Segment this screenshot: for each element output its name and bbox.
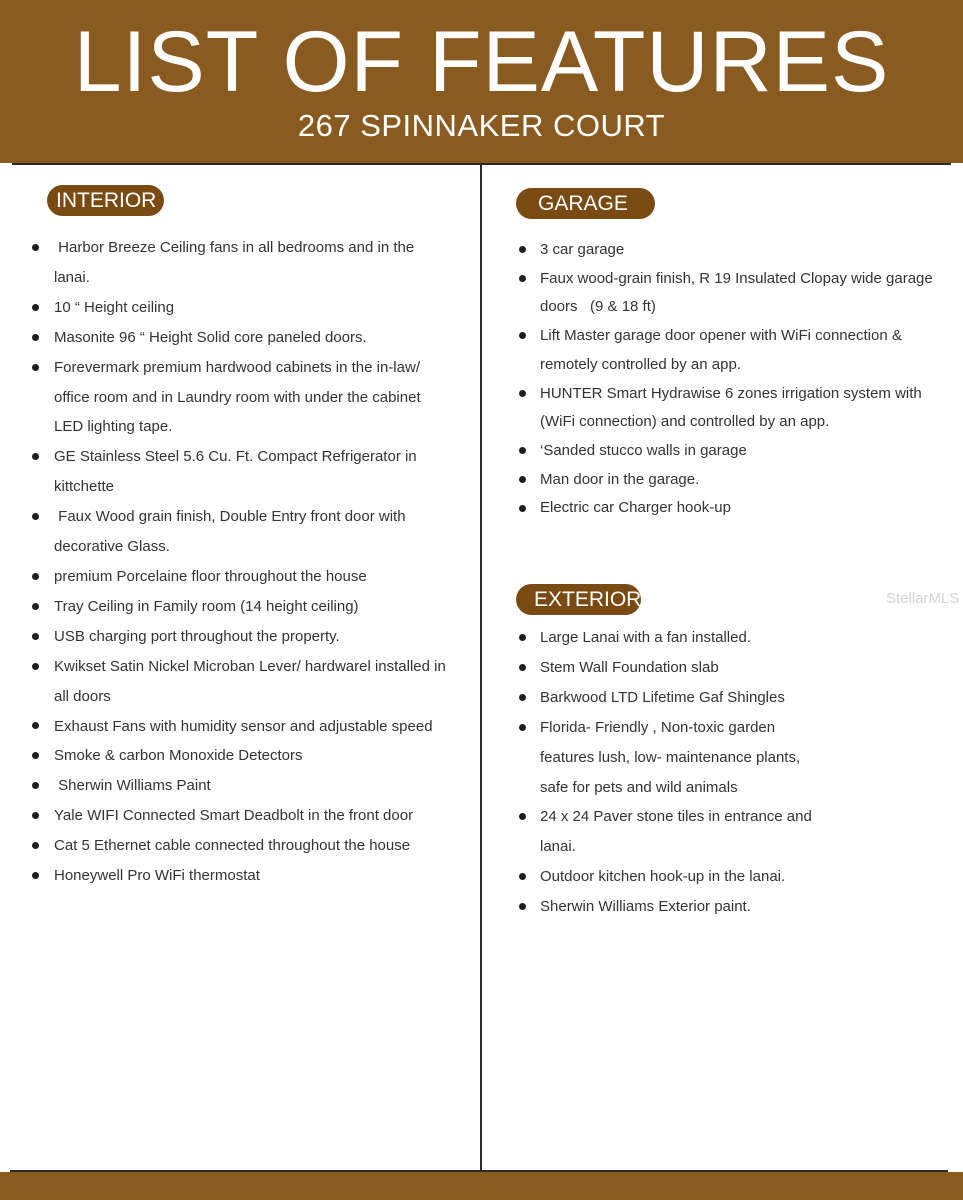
- bullet-icon: [519, 275, 526, 282]
- feature-text-line: Honeywell Pro WiFi thermostat: [54, 867, 260, 885]
- bullet-icon: [32, 782, 39, 789]
- feature-text-line: Cat 5 Ethernet cable connected throughout the house: [54, 837, 411, 855]
- feature-text-line: office room and in Laundry room with under the cabinet: [54, 388, 421, 406]
- feature-text-line: lanai.: [54, 268, 90, 286]
- feature-text-line: Yale WIFI Connected Smart Deadbolt in the front door: [54, 807, 414, 825]
- header-banner: [0, 0, 963, 163]
- feature-text-line: safe for pets and wild animals: [540, 778, 738, 796]
- feature-text-line: decorative Glass.: [54, 538, 170, 556]
- bullet-icon: [519, 246, 526, 253]
- feature-text-line: Exhaust Fans with humidity sensor and adjustable speed: [54, 717, 433, 735]
- bullet-icon: [519, 903, 526, 910]
- exterior-feature-item: [540, 653, 945, 683]
- interior-feature-item: [54, 562, 464, 592]
- interior-feature-item: [54, 622, 464, 652]
- bullet-icon: [519, 813, 526, 820]
- page-title: LIST OF FEATURES: [73, 14, 890, 110]
- interior-feature-item: [54, 233, 464, 293]
- feature-text-line: USB charging port throughout the property.: [54, 627, 340, 645]
- bullet-icon: [32, 812, 39, 819]
- interior-feature-item: [54, 831, 464, 861]
- bullet-icon: [32, 722, 39, 729]
- bullet-icon: [32, 364, 39, 371]
- bullet-icon: [32, 513, 39, 520]
- interior-feature-list: [54, 233, 464, 891]
- exterior-feature-list: [540, 623, 945, 922]
- bullet-icon: [519, 390, 526, 397]
- feature-text-line: Kwikset Satin Nickel Microban Lever/ hardwarel installed in: [54, 657, 446, 675]
- feature-text-line: 24 x 24 Paver stone tiles in entrance and: [540, 808, 812, 826]
- feature-text-line: Tray Ceiling in Family room (14 height ceiling): [54, 597, 359, 615]
- bullet-icon: [519, 873, 526, 880]
- bullet-icon: [519, 505, 526, 512]
- garage-feature-item: [540, 380, 945, 437]
- feature-text-line: Sherwin Williams Exterior paint.: [540, 898, 751, 916]
- interior-feature-item: [54, 592, 464, 622]
- garage-heading: GARAGE: [516, 188, 655, 219]
- interior-heading: INTERIOR: [47, 185, 164, 216]
- feature-text-line: Lift Master garage door opener with WiFi connection &: [540, 327, 902, 345]
- feature-text-line: Florida- Friendly , Non-toxic garden: [540, 718, 776, 736]
- bullet-icon: [519, 724, 526, 731]
- feature-text-line: Electric car Charger hook-up: [540, 499, 731, 517]
- bullet-icon: [32, 663, 39, 670]
- exterior-heading: EXTERIOR: [516, 584, 641, 615]
- interior-feature-item: [54, 353, 464, 443]
- exterior-feature-item: [540, 892, 945, 922]
- feature-text-line: HUNTER Smart Hydrawise 6 zones irrigation system with: [540, 384, 922, 402]
- interior-feature-item: [54, 801, 464, 831]
- garage-feature-item: [540, 322, 945, 379]
- interior-feature-item: [54, 652, 464, 712]
- bullet-icon: [32, 334, 39, 341]
- bullet-icon: [32, 752, 39, 759]
- feature-text-line: ‘Sanded stucco walls in garage: [540, 441, 747, 459]
- exterior-feature-item: [540, 802, 945, 862]
- feature-text-line: Outdoor kitchen hook-up in the lanai.: [540, 868, 786, 886]
- bullet-icon: [32, 304, 39, 311]
- interior-feature-item: [54, 502, 464, 562]
- bullet-icon: [519, 634, 526, 641]
- bullet-icon: [32, 244, 39, 251]
- garage-feature-item: [540, 466, 945, 495]
- bullet-icon: [32, 842, 39, 849]
- feature-text-line: Man door in the garage.: [540, 470, 700, 488]
- feature-text-line: lanai.: [540, 838, 576, 856]
- feature-text-line: GE Stainless Steel 5.6 Cu. Ft. Compact Refrigerator in: [54, 448, 417, 466]
- exterior-feature-item: [540, 713, 945, 803]
- feature-text-line: Masonite 96 “ Height Solid core paneled doors.: [54, 328, 367, 346]
- feature-text-line: premium Porcelaine floor throughout the house: [54, 567, 367, 585]
- feature-text-line: 3 car garage: [540, 241, 625, 258]
- bullet-icon: [519, 447, 526, 454]
- bullet-icon: [519, 476, 526, 483]
- bullet-icon: [519, 332, 526, 339]
- interior-feature-item: [54, 771, 464, 801]
- feature-text-line: Forevermark premium hardwood cabinets in the in-law/: [54, 358, 420, 376]
- feature-text-line: Stem Wall Foundation slab: [540, 658, 719, 676]
- exterior-feature-item: [540, 683, 945, 713]
- feature-text-line: 10 “ Height ceiling: [54, 298, 175, 316]
- feature-text-line: remotely controlled by an app.: [540, 355, 741, 373]
- bullet-icon: [32, 872, 39, 879]
- garage-feature-item: [540, 265, 945, 322]
- bullet-icon: [519, 694, 526, 701]
- feature-text-line: Faux wood-grain finish, R 19 Insulated Clopay wide garage: [540, 269, 933, 287]
- feature-text-line: all doors: [54, 687, 111, 705]
- garage-feature-item: [540, 494, 945, 523]
- feature-text-line: Barkwood LTD Lifetime Gaf Shingles: [540, 688, 785, 706]
- feature-text-line: Sherwin Williams Paint: [54, 777, 211, 795]
- interior-feature-item: [54, 293, 464, 323]
- feature-text-line: (WiFi connection) and controlled by an app.: [540, 413, 830, 431]
- garage-feature-list: [540, 236, 945, 523]
- exterior-feature-item: [540, 623, 945, 653]
- feature-text-line: Smoke & carbon Monoxide Detectors: [54, 747, 303, 765]
- interior-feature-item: [54, 741, 464, 771]
- interior-feature-item: [54, 861, 464, 891]
- interior-feature-item: [54, 712, 464, 742]
- bullet-icon: [32, 603, 39, 610]
- feature-text-line: doors (9 & 18 ft): [540, 298, 656, 316]
- interior-feature-item: [54, 442, 464, 502]
- interior-feature-item: [54, 323, 464, 353]
- watermark: StellarMLS: [886, 590, 960, 607]
- feature-text-line: kittchette: [54, 478, 115, 496]
- feature-text-line: Faux Wood grain finish, Double Entry front door with: [54, 508, 406, 526]
- bullet-icon: [32, 453, 39, 460]
- column-divider: [480, 164, 482, 1171]
- garage-feature-item: [540, 236, 945, 265]
- bullet-icon: [32, 633, 39, 640]
- feature-text-line: Harbor Breeze Ceiling fans in all bedrooms and in the: [54, 239, 415, 256]
- feature-text-line: features lush, low- maintenance plants,: [540, 748, 801, 766]
- exterior-feature-item: [540, 862, 945, 892]
- feature-text-line: LED lighting tape.: [54, 418, 173, 436]
- footer-banner: [0, 1172, 963, 1200]
- page-subtitle: 267 SPINNAKER COURT: [297, 108, 666, 143]
- bullet-icon: [519, 664, 526, 671]
- bullet-icon: [32, 573, 39, 580]
- feature-text-line: Large Lanai with a fan installed.: [540, 629, 751, 646]
- garage-feature-item: [540, 437, 945, 466]
